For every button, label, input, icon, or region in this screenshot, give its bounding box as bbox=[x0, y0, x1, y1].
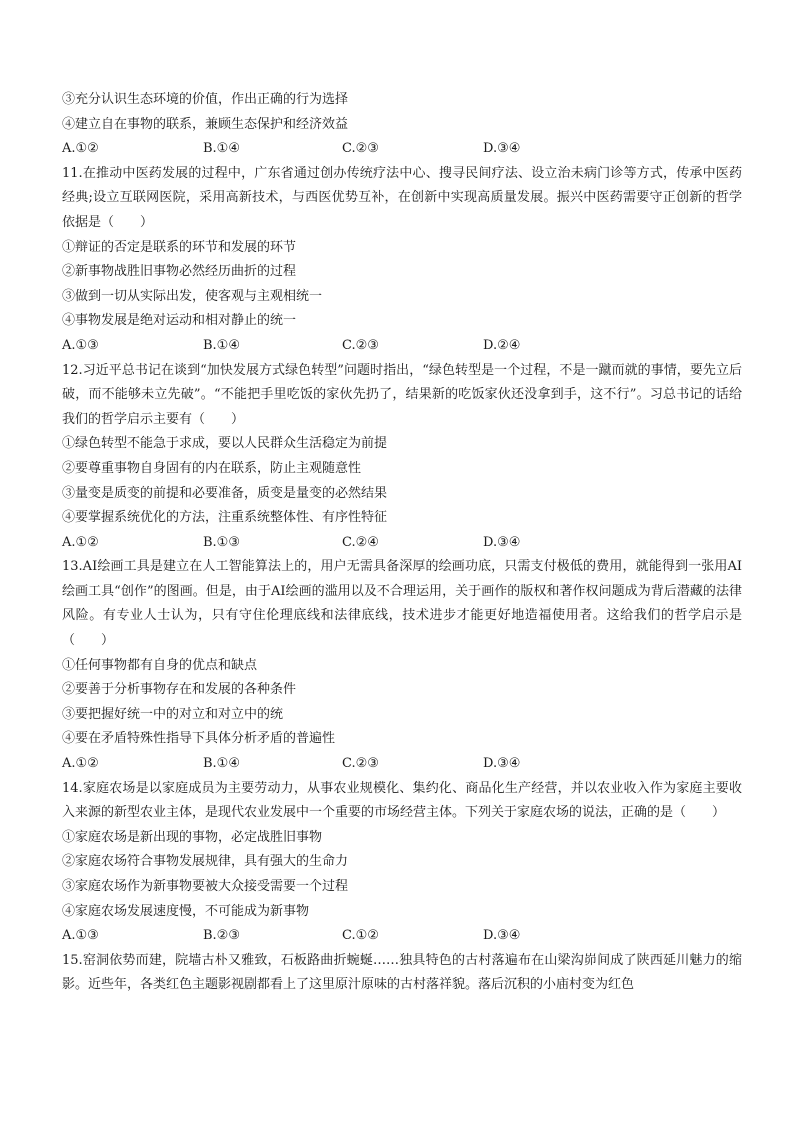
answer-options bbox=[62, 752, 742, 777]
question-10-tail bbox=[62, 88, 742, 162]
answer-options bbox=[62, 531, 742, 556]
question-11 bbox=[62, 162, 742, 359]
exam-page bbox=[62, 88, 742, 998]
option-d: D.③④ bbox=[483, 141, 521, 157]
option-c: C.②③ bbox=[342, 141, 379, 157]
option-a: A.①② bbox=[62, 534, 99, 550]
option-b: B.①④ bbox=[203, 141, 240, 157]
statement: ②新事物战胜旧事物必然经历曲折的过程 bbox=[62, 264, 297, 280]
option-d: D.③④ bbox=[483, 756, 521, 772]
option-a: A.①③ bbox=[62, 928, 99, 944]
option-c: C.②③ bbox=[342, 337, 379, 353]
statement: ①绿色转型不能急于求成，要以人民群众生活稳定为前提 bbox=[62, 436, 388, 452]
option-a: A.①③ bbox=[62, 337, 99, 353]
question-stem: 14.家庭农场是以家庭成员为主要劳动力，从事农业规模化、集约化、商品化生产经营，并以农业收入作为家庭主要收入来源的新型农业主体，是现代农业发展中一个重要的市场经营主体。下列关于家庭农场的说法，正确的是（ ） bbox=[62, 780, 742, 821]
option-b: B.②③ bbox=[203, 928, 240, 944]
answer-options bbox=[62, 334, 742, 359]
option-a: A.①② bbox=[62, 141, 99, 157]
question-stem: 12.习近平总书记在谈到“加快发展方式绿色转型”问题时指出，“绿色转型是一个过程，不是一蹴而就的事情，要先立后破，而不能够未立先破”。“不能把手里吃饭的家伙先扔了，结果新的吃饭家伙还没拿到手，这不行”。习总书记的话给我们的哲学启示主要有（ ） bbox=[62, 362, 742, 427]
statement: ④建立自在事物的联系，兼顾生态保护和经济效益 bbox=[62, 116, 349, 132]
option-d: D.③④ bbox=[483, 534, 521, 550]
option-c: C.②④ bbox=[342, 534, 379, 550]
statement: ④要掌握系统优化的方法，注重系统整体性、有序性特征 bbox=[62, 510, 388, 526]
option-c: C.②③ bbox=[342, 756, 379, 772]
question-12 bbox=[62, 359, 742, 556]
statement: ①辩证的否定是联系的环节和发展的环节 bbox=[62, 239, 297, 255]
question-stem: 13.AI绘画工具是建立在人工智能算法上的，用户无需具备深厚的绘画功底，只需支付极低的费用，就能得到一张用AI绘画工具“创作”的图画。但是，由于AI绘画的滥用以及不合理运用，关于画作的版权和著作权问题成为背后潜藏的法律风险。有专业人士认为，只有守住伦理底线和法律底线，技术进步才能更好地造福使用者。这给我们的哲学启示是（ ） bbox=[62, 559, 742, 649]
statement: ③充分认识生态环境的价值，作出正确的行为选择 bbox=[62, 92, 349, 107]
option-b: B.①④ bbox=[203, 756, 240, 772]
question-stem: 15.窑洞依势而建，院墙古朴又雅致，石板路曲折蜿蜒……独具特色的古村落遍布在山梁沟峁间成了陕西延川魅力的缩影。近些年，各类红色主题影视剧都看上了这里原汁原味的古村落祥貌。落后沉积的小庙村变为红色 bbox=[62, 952, 742, 993]
statement: ③量变是质变的前提和必要准备，质变是量变的必然结果 bbox=[62, 485, 388, 501]
option-b: B.①④ bbox=[203, 337, 240, 353]
question-14 bbox=[62, 777, 742, 949]
option-a: A.①② bbox=[62, 756, 99, 772]
statement: ④要在矛盾特殊性指导下具体分析矛盾的普遍性 bbox=[62, 731, 336, 747]
statement: ②家庭农场符合事物发展规律，具有强大的生命力 bbox=[62, 854, 349, 870]
statement: ③做到一切从实际出发，使客观与主观相统一 bbox=[62, 288, 323, 304]
option-b: B.①③ bbox=[203, 534, 240, 550]
question-stem: 11.在推动中医药发展的过程中，广东省通过创办传统疗法中心、搜寻民间疗法、设立治未病门诊等方式，传承中医药经典;设立互联网医院，采用高新技术，与西医优势互补，在创新中实现高质量发展。振兴中医药需要守正创新的哲学依据是（ ） bbox=[62, 165, 742, 230]
statement: ②要善于分析事物存在和发展的各种条件 bbox=[62, 682, 297, 698]
statement: ②要尊重事物自身固有的内在联系，防止主观随意性 bbox=[62, 460, 362, 476]
option-c: C.①② bbox=[342, 928, 379, 944]
option-d: D.③④ bbox=[483, 928, 521, 944]
statement: ③家庭农场作为新事物要被大众接受需要一个过程 bbox=[62, 879, 349, 894]
statement: ①任何事物都有自身的优点和缺点 bbox=[62, 657, 258, 673]
statement: ④事物发展是绝对运动和相对静止的统一 bbox=[62, 313, 297, 329]
statement: ④家庭农场发展速度慢，不可能成为新事物 bbox=[62, 903, 310, 919]
statement: ③要把握好统一中的对立和对立中的统 bbox=[62, 706, 284, 722]
question-13 bbox=[62, 555, 742, 776]
statement: ①家庭农场是新出现的事物，必定战胜旧事物 bbox=[62, 829, 323, 845]
answer-options bbox=[62, 137, 742, 162]
answer-options bbox=[62, 924, 742, 949]
option-d: D.②④ bbox=[483, 337, 521, 353]
question-15 bbox=[62, 949, 742, 998]
